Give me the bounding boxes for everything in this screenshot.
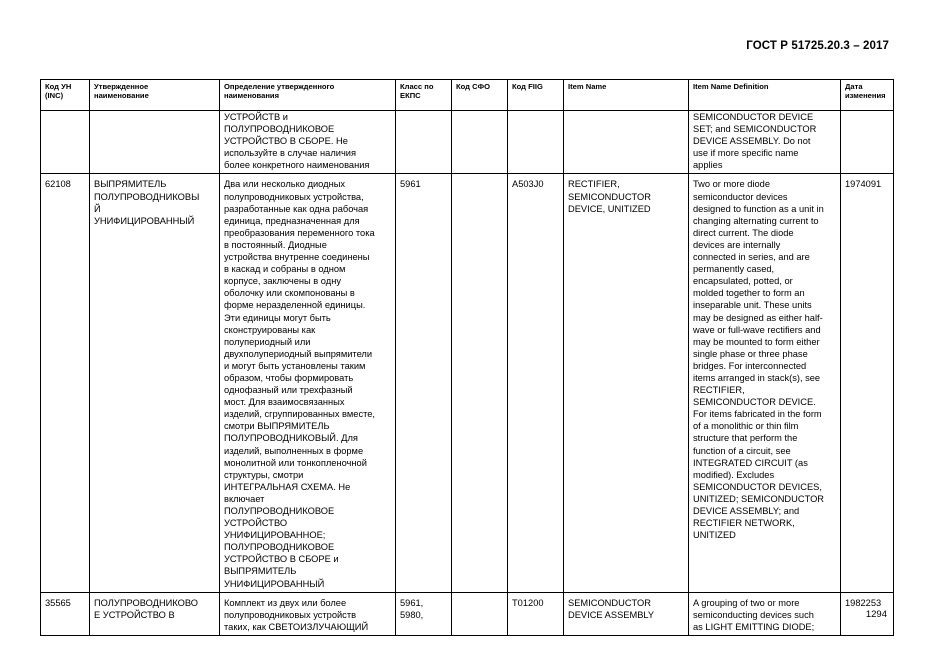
column-header-sfo-code: Код СФО (452, 80, 508, 111)
cell-sfo-code (452, 111, 508, 174)
column-header-fiig-code: Код FIIG (508, 80, 564, 111)
cell-approved-name: ВЫПРЯМИТЕЛЬ ПОЛУПРОВОДНИКОВЫ Й УНИФИЦИРОВАННЫЙ (90, 174, 220, 592)
cell-definition: Комплект из двух или более полупроводниковых устройств таких, как СВЕТОИЗЛУЧАЮЩИЙ (220, 592, 396, 635)
column-header-change-date: Дата изменения (841, 80, 894, 111)
column-header-ekps-class: Класс по ЕКПС (396, 80, 452, 111)
cell-item-name (564, 111, 689, 174)
table-row (41, 592, 894, 635)
column-header-approved-name: Утвержденное наименование (90, 80, 220, 111)
cell-sfo-code (452, 592, 508, 635)
cell-inc: 62108 (41, 174, 90, 592)
cell-ekps-class: 5961 (396, 174, 452, 592)
cell-definition: Два или несколько диодных полупроводниковых устройства, разработанные как одна рабочая единица, предназначенная для преобразования переменного тока в постоянный. Диодные устройства внутренне соединены в каскад и собраны в одном корпусе, заключены в одну оболочку или скомпонованы в форме неразделенной единицы. Эти единицы могут быть сконструированы как полупериодный или двухполупериодный выпрямители и могут быть установлены таким образом, чтобы формировать однофазный или трехфазный мост. Для взаимосвязанных изделий, сгруппированных вместе, смотри ВЫПРЯМИТЕЛЬ ПОЛУПРОВОДНИКОВЫЙ. Для изделий, выполненных в форме монолитной или тонкопленочной структуры, смотри ИНТЕГРАЛЬНАЯ СХЕМА. Не включает ПОЛУПРОВОДНИКОВОЕ УСТРОЙСТВО УНИФИЦИРОВАННОЕ; ПОЛУПРОВОДНИКОВОЕ УСТРОЙСТВО В СБОРЕ и ВЫПРЯМИТЕЛЬ УНИФИЦИРОВАННЫЙ (220, 174, 396, 592)
cell-item-name: RECTIFIER, SEMICONDUCTOR DEVICE, UNITIZED (564, 174, 689, 592)
catalog-table (40, 79, 894, 636)
table-row (41, 174, 894, 592)
cell-approved-name (90, 111, 220, 174)
cell-item-name-definition: A grouping of two or more semiconducting devices such as LIGHT EMITTING DIODE; (689, 592, 841, 635)
cell-fiig-code (508, 111, 564, 174)
cell-ekps-class (396, 111, 452, 174)
table-header-row (41, 80, 894, 111)
cell-ekps-class: 5961, 5980, (396, 592, 452, 635)
page-number: 1294 (865, 609, 887, 620)
cell-fiig-code: T01200 (508, 592, 564, 635)
cell-fiig-code: A503J0 (508, 174, 564, 592)
cell-approved-name: ПОЛУПРОВОДНИКОВО Е УСТРОЙСТВО В (90, 592, 220, 635)
table-row (41, 111, 894, 174)
column-header-item-name-definition: Item Name Definition (689, 80, 841, 111)
cell-change-date: 1974091 (841, 174, 894, 592)
column-header-item-name: Item Name (564, 80, 689, 111)
cell-change-date: 1982253 (841, 592, 894, 635)
cell-definition: УСТРОЙСТВ и ПОЛУПРОВОДНИКОВОЕ УСТРОЙСТВО В СБОРЕ. Не используйте в случае наличия более конкретного наименования (220, 111, 396, 174)
document-header: ГОСТ Р 51725.20.3 – 2017 (746, 40, 889, 52)
cell-item-name-definition: SEMICONDUCTOR DEVICE SET; and SEMICONDUCTOR DEVICE ASSEMBLY. Do not use if more specific name applies (689, 111, 841, 174)
cell-item-name: SEMICONDUCTOR DEVICE ASSEMBLY (564, 592, 689, 635)
cell-inc (41, 111, 90, 174)
cell-item-name-definition: Two or more diode semiconductor devices designed to function as a unit in changing alternating current to direct current. The diode devices are internally connected in series, and are permanently cased, encapsulated, potted, or molded together to form an inseparable unit. These units may be designed as either half- wave or full-wave rectifiers and may be mounted to form either single phase or three phase bridges. For interconnected items arranged in stack(s), see RECTIFIER, SEMICONDUCTOR DEVICE. For items fabricated in the form of a monolithic or thin film structure that perform the function of a circuit, see INTEGRATED CIRCUIT (as modified). Excludes SEMICONDUCTOR DEVICES, UNITIZED; SEMICONDUCTOR DEVICE ASSEMBLY; and RECTIFIER NETWORK, UNITIZED (689, 174, 841, 592)
cell-sfo-code (452, 174, 508, 592)
cell-change-date (841, 111, 894, 174)
column-header-definition: Определение утвержденного наименования (220, 80, 396, 111)
cell-inc: 35565 (41, 592, 90, 635)
column-header-inc: Код УН (INC) (41, 80, 90, 111)
